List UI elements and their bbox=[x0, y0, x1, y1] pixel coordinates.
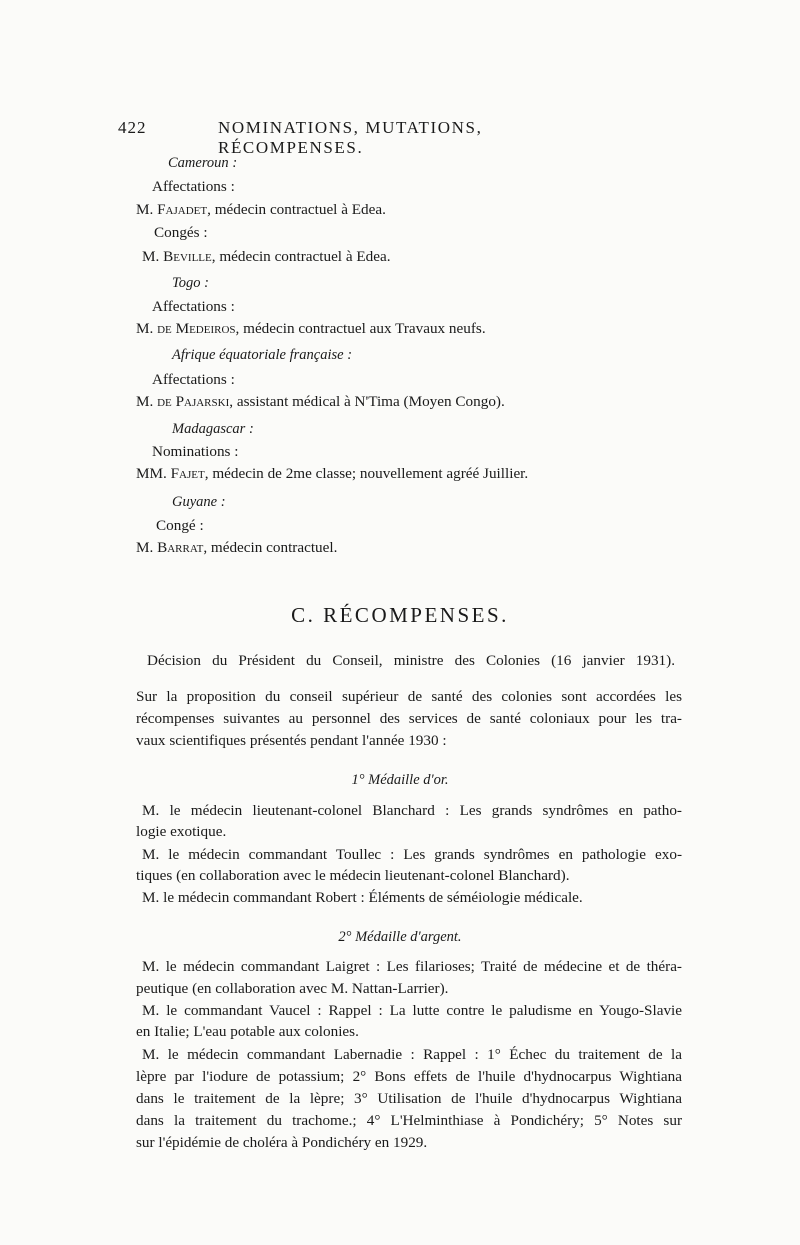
entry-line: M. Beville, médecin contractuel à Edea. bbox=[142, 248, 391, 265]
person-name: Fajet bbox=[170, 465, 205, 482]
award-line: dans le traitement de la lèpre; 3° Utilisation de l'huile d'hydnocarpus Wightiana bbox=[136, 1090, 682, 1107]
award-line: M. le médecin lieutenant-colonel Blanchard : Les grands syndrômes en patho- bbox=[142, 802, 682, 819]
award-line: en Italie; L'eau potable aux colonies. bbox=[136, 1023, 359, 1040]
award-line: peutique (en collaboration avec M. Nattan-Larrier). bbox=[136, 980, 449, 997]
intro-line: récompenses suivantes au personnel des services de santé coloniaux pour les tra- bbox=[136, 710, 682, 727]
person-name: de Pajarski bbox=[157, 393, 230, 410]
colony-heading: Guyane : bbox=[172, 494, 226, 510]
page-number: 422 bbox=[118, 118, 147, 137]
running-header bbox=[118, 118, 588, 157]
award-line: M. le commandant Vaucel : Rappel : La lutte contre le paludisme en Yougo-Slavie bbox=[142, 1002, 682, 1019]
group-heading: Affectations : bbox=[152, 298, 235, 315]
silver-medal-heading: 2° Médaille d'argent. bbox=[338, 929, 462, 945]
person-name: Barrat bbox=[157, 539, 204, 556]
person-name: Beville bbox=[163, 248, 212, 265]
award-line: M. le médecin commandant Labernadie : Rappel : 1° Échec du traitement de la bbox=[142, 1046, 682, 1063]
person-name: Fajadet bbox=[157, 201, 208, 218]
running-title: NOMINATIONS, MUTATIONS, RÉCOMPENSES. bbox=[218, 118, 483, 157]
colony-heading: Madagascar : bbox=[172, 421, 254, 437]
person-name: de Medeiros bbox=[157, 320, 236, 337]
colony-heading: Togo : bbox=[172, 275, 209, 291]
colony-heading: Afrique équatoriale française : bbox=[172, 347, 353, 363]
entry-line: M. Fajadet, médecin contractuel à Edea. bbox=[136, 201, 386, 218]
intro-line: Sur la proposition du conseil supérieur de santé des colonies sont accordées les bbox=[136, 688, 682, 705]
group-heading: Affectations : bbox=[152, 178, 235, 195]
group-heading: Affectations : bbox=[152, 371, 235, 388]
award-line: M. le médecin commandant Robert : Éléments de séméiologie médicale. bbox=[142, 889, 583, 906]
entry-line: M. de Pajarski, assistant médical à N'Tima (Moyen Congo). bbox=[136, 393, 505, 410]
award-line: tiques (en collaboration avec le médecin lieutenant-colonel Blanchard). bbox=[136, 867, 570, 884]
entry-line: M. Barrat, médecin contractuel. bbox=[136, 539, 338, 556]
group-heading: Nominations : bbox=[152, 443, 239, 460]
group-heading: Congé : bbox=[156, 517, 204, 534]
intro-line: vaux scientifiques présentés pendant l'année 1930 : bbox=[136, 732, 447, 749]
section-title: C. RÉCOMPENSES. bbox=[291, 603, 509, 627]
entry-line: MM. Fajet, médecin de 2me classe; nouvellement agréé Juillier. bbox=[136, 465, 529, 482]
award-line: M. le médecin commandant Laigret : Les filarioses; Traité de médecine et de théra- bbox=[142, 958, 682, 975]
award-line: sur l'épidémie de choléra à Pondichéry en 1929. bbox=[136, 1134, 428, 1151]
award-line: logie exotique. bbox=[136, 823, 227, 840]
entry-line: M. de Medeiros, médecin contractuel aux Travaux neufs. bbox=[136, 320, 486, 337]
award-line: lèpre par l'iodure de potassium; 2° Bons effets de l'huile d'hydnocarpus Wightiana bbox=[136, 1068, 682, 1085]
group-heading: Congés : bbox=[154, 224, 208, 241]
decision-line: Décision du Président du Conseil, ministre des Colonies (16 janvier 1931). bbox=[147, 652, 675, 669]
gold-medal-heading: 1° Médaille d'or. bbox=[351, 772, 449, 788]
colony-heading: Cameroun : bbox=[168, 155, 238, 171]
award-line: dans la traitement du trachome.; 4° L'Helminthiase à Pondichéry; 5° Notes sur bbox=[136, 1112, 682, 1129]
award-line: M. le médecin commandant Toullec : Les grands syndrômes en pathologie exo- bbox=[142, 846, 682, 863]
